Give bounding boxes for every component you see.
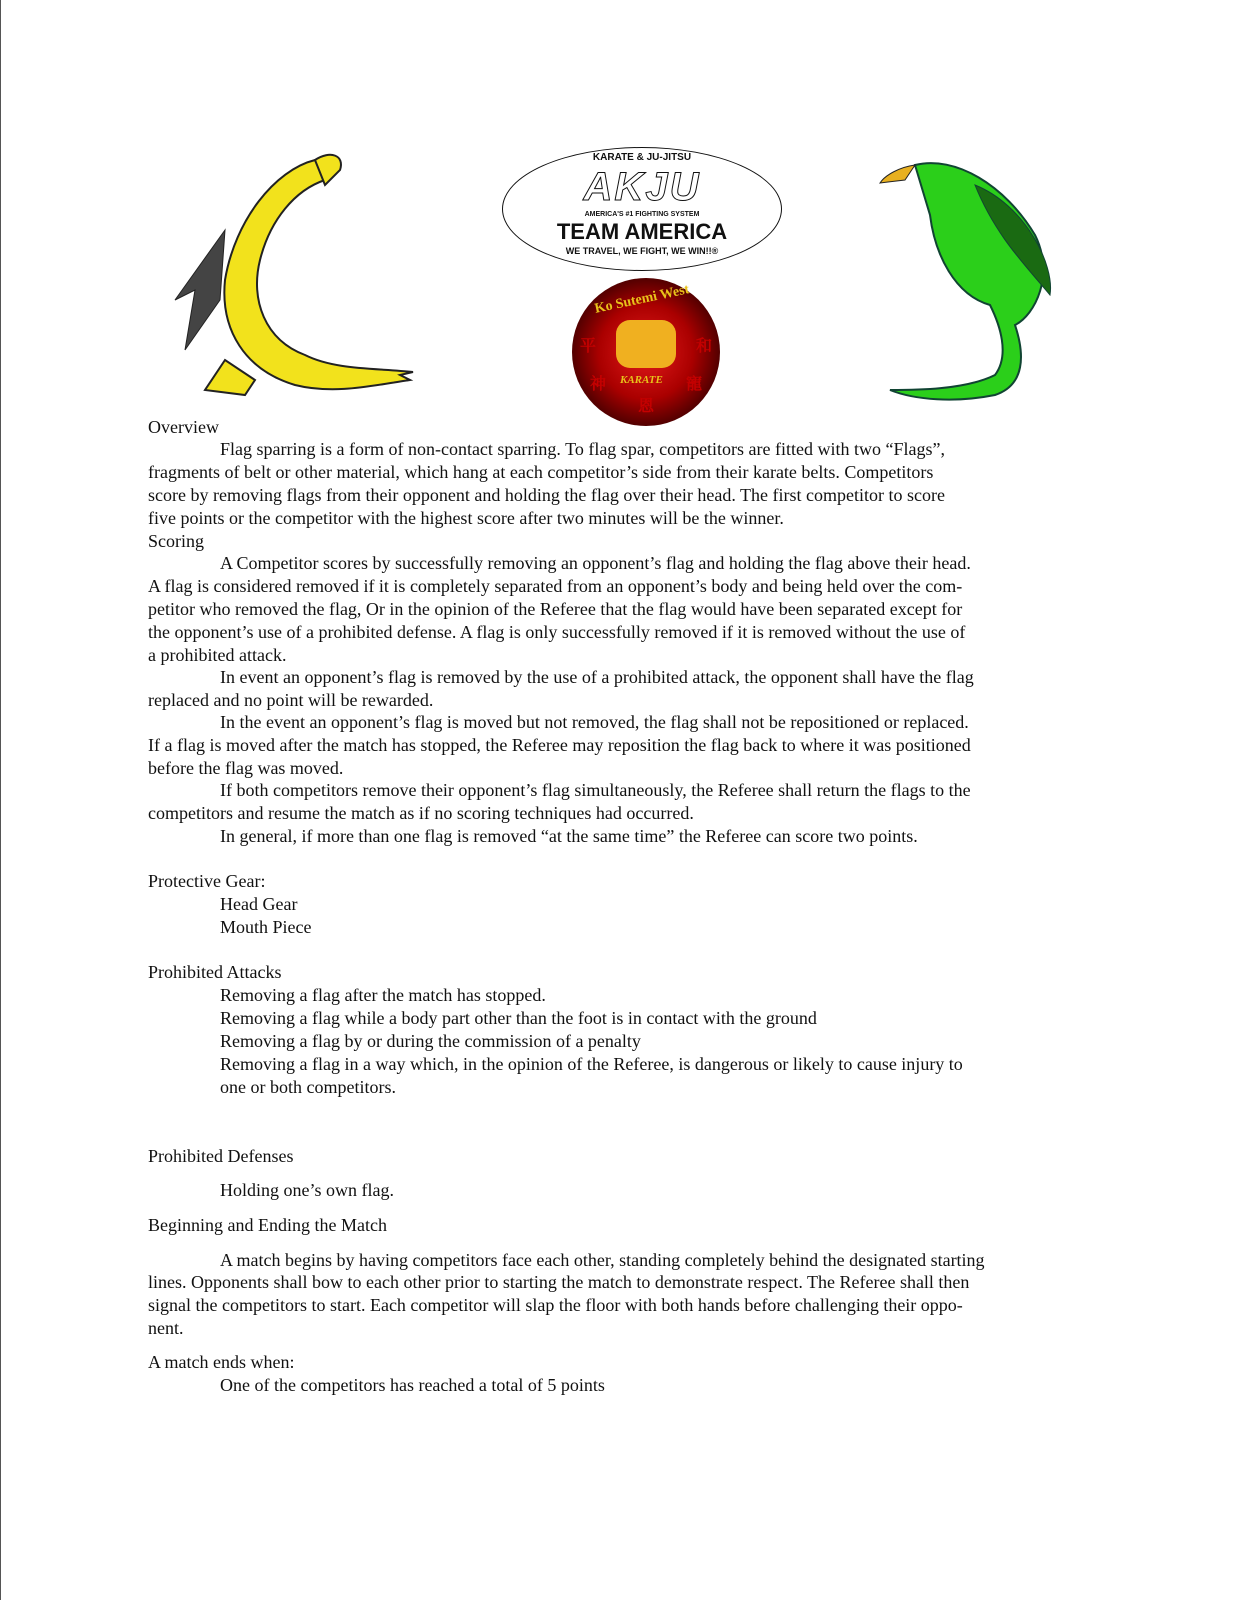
paragraph-line: the opponent’s use of a prohibited defense. A flag is only successfully removed if it is removed without the use of [148,622,966,642]
paragraph-line: A flag is considered removed if it is completely separated from an opponent’s body and being held over the com- [148,576,963,596]
list-item: Head Gear [220,894,298,914]
list-item: Removing a flag in a way which, in the opinion of the Referee, is dangerous or likely to cause injury to [220,1054,963,1074]
paragraph-line: fragments of belt or other material, which hang at each competitor’s side from their karate belts. Competitors [148,462,934,482]
logo-text: AKJU [583,165,701,209]
paragraph-line: before the flag was moved. [148,758,344,778]
heading-protective-gear: Protective Gear: [148,871,266,891]
list-item: Removing a flag by or during the commission of a penalty [220,1031,641,1051]
heading-scoring: Scoring [148,531,204,551]
list-item: Removing a flag after the match has stopped. [220,985,546,1005]
kanji: 神 [590,376,607,393]
kanji: 平 [580,338,597,355]
paragraph-line: petitor who removed the flag, Or in the opinion of the Referee that the flag would have been separated except for [148,599,963,619]
fist-icon [616,320,676,368]
paragraph-line: signal the competitors to start. Each competitor will slap the floor with both hands before challenging their oppo- [148,1295,963,1315]
paragraph-line: If a flag is moved after the match has stopped, the Referee may reposition the flag back to where it was positioned [148,735,971,755]
green-dragon-illustration [875,145,1060,410]
logo-text: TEAM AMERICA [556,219,728,244]
logo-text: WE TRAVEL, WE FIGHT, WE WIN!!® [565,246,719,256]
paragraph-line: In event an opponent’s flag is removed by the use of a prohibited attack, the opponent shall have the flag [220,667,974,687]
paragraph-line: In general, if more than one flag is removed “at the same time” the Referee can score two points. [220,826,918,846]
kanji: 寵 [686,376,703,393]
list-item: one or both competitors. [220,1077,396,1097]
paragraph-line: A match begins by having competitors face each other, standing completely behind the designated starting [220,1250,985,1270]
heading-match-ends: A match ends when: [148,1352,295,1372]
page-edge [0,0,1,1600]
paragraph-line: replaced and no point will be rewarded. [148,690,434,710]
heading-overview: Overview [148,417,219,437]
paragraph-line: lines. Opponents shall bow to each other prior to starting the match to demonstrate respect. The Referee shall then [148,1272,970,1292]
seal-text: KARATE [620,374,663,386]
list-item: One of the competitors has reached a total of 5 points [220,1375,605,1395]
seal-text: Ko Sutemi West [593,282,691,317]
heading-prohibited-defenses: Prohibited Defenses [148,1146,294,1166]
akju-team-america-logo [502,147,782,271]
paragraph-line: a prohibited attack. [148,645,287,665]
paragraph-line: Flag sparring is a form of non-contact sparring. To flag spar, competitors are fitted with two “Flags”, [220,439,946,459]
paragraph-line: In the event an opponent’s flag is moved but not removed, the flag shall not be repositioned or replaced. [220,712,969,732]
ko-sutemi-west-seal [572,278,720,426]
paragraph-line: score by removing flags from their opponent and holding the flag over their head. The first competitor to score [148,485,945,505]
paragraph-line: If both competitors remove their opponent’s flag simultaneously, the Referee shall return the flags to the [220,780,971,800]
list-item: Removing a flag while a body part other than the foot is in contact with the ground [220,1008,817,1028]
heading-beginning-ending: Beginning and Ending the Match [148,1215,387,1235]
kanji: 恩 [638,398,655,415]
kanji: 和 [696,338,713,355]
list-item: Mouth Piece [220,917,312,937]
paragraph-line: competitors and resume the match as if no scoring techniques had occurred. [148,803,694,823]
paragraph-line: A Competitor scores by successfully removing an opponent’s flag and holding the flag above their head. [220,553,971,573]
logo-text: AMERICA'S #1 FIGHTING SYSTEM [584,211,700,218]
paragraph-line: nent. [148,1318,184,1338]
logo-text: KARATE & JU-JITSU [592,152,692,163]
paragraph-line: five points or the competitor with the highest score after two minutes will be the winner. [148,508,784,528]
heading-prohibited-attacks: Prohibited Attacks [148,962,282,982]
list-item: Holding one’s own flag. [220,1180,394,1200]
yellow-dragon-illustration [165,140,420,400]
